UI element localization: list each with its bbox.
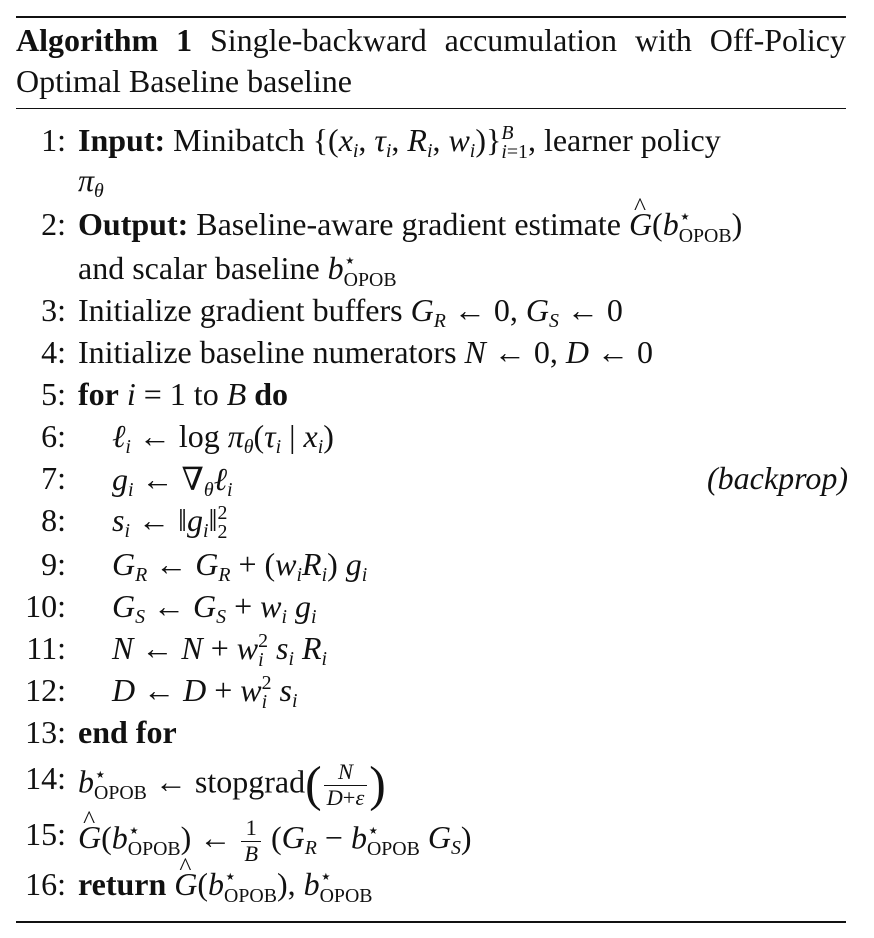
top-rule bbox=[16, 16, 846, 18]
opob-subscript: OPOB bbox=[343, 268, 397, 291]
line-content: D ← D + w 2 i $s_i$ bbox=[112, 672, 298, 713]
line-number: 3: bbox=[41, 292, 66, 328]
line-number: 4: bbox=[41, 334, 66, 370]
line-content: b ⋆ OPOB ← stopgrad( $\frac{N}{D+\varepsilon}$ ) bbox=[78, 756, 386, 812]
and-scalar-baseline: and scalar baseline bbox=[78, 250, 320, 286]
algorithm-title: Single-backward accumulation with Off-Policy Optimal Baseline baseline bbox=[16, 22, 847, 99]
line-number: 8: bbox=[41, 502, 66, 538]
line-number: 11: bbox=[26, 630, 66, 666]
line-number: 16: bbox=[25, 866, 66, 902]
line-number: 12: bbox=[25, 672, 66, 708]
line-number: 10: bbox=[25, 588, 66, 624]
algorithm-line-7 bbox=[0, 460, 874, 502]
learner-policy-label: learner policy bbox=[543, 122, 721, 158]
opob-subscript: OPOB bbox=[366, 838, 420, 861]
line-number: 7: bbox=[41, 460, 66, 496]
opob-subscript: OPOB bbox=[94, 782, 147, 805]
algorithm-line-1 bbox=[0, 122, 874, 164]
line-content: Initialize baseline numerators N ← 0, D ← 0 bbox=[78, 334, 653, 370]
line-number: 1: bbox=[41, 122, 66, 158]
line-number: 6: bbox=[41, 418, 66, 454]
line-number: 5: bbox=[41, 376, 66, 412]
line-content: ℓ$_i$ ← $\log \pi_\theta(\tau_i$ | $x_i$) bbox=[112, 418, 334, 458]
line-content bbox=[78, 714, 177, 751]
algorithm-line-8 bbox=[0, 502, 874, 544]
line-number: 14: bbox=[25, 760, 66, 796]
algorithm-line-2 bbox=[0, 206, 874, 248]
line-number: 2: bbox=[41, 206, 66, 242]
opob-subscript: OPOB bbox=[127, 838, 181, 861]
keyword-do: do bbox=[254, 376, 289, 412]
line-content: Input: Minibatch {($x_i$, $\tau_i$, $R_i$, $w_i$)} B i=1 , learner policy bbox=[78, 122, 721, 163]
init-gradient-label: Initialize gradient buffers bbox=[78, 292, 403, 328]
algorithm-line-11 bbox=[0, 630, 874, 672]
algorithm-line-9 bbox=[0, 546, 874, 588]
backprop-comment: (backprop) bbox=[707, 460, 848, 496]
keyword-input: Input: bbox=[78, 122, 166, 158]
line-content: $G_R$ ← $G_R + (w_iR_i)$ $g_i$ bbox=[112, 546, 368, 586]
line-content: Initialize gradient buffers $G_R$ ← 0, $G_S$ ← 0 bbox=[78, 292, 623, 332]
opob-subscript: OPOB bbox=[224, 884, 277, 907]
line-number: 15: bbox=[25, 816, 66, 852]
line-content: $g_i$ ← $\nabla_\theta\ell_i$ bbox=[112, 461, 233, 501]
algorithm-line-3 bbox=[0, 292, 874, 334]
line-content: for i = 1 to B do bbox=[78, 376, 289, 412]
algorithm-line-1-wrap bbox=[0, 162, 874, 204]
algorithm-line-10 bbox=[0, 588, 874, 630]
output-description: Baseline-aware gradient estimate bbox=[196, 206, 621, 242]
line-content: return ^ G(b ⋆ OPOB ), b ⋆ OPOB bbox=[78, 866, 373, 906]
opob-subscript: OPOB bbox=[319, 884, 373, 907]
opob-subscript: OPOB bbox=[678, 224, 732, 247]
algorithm-line-12 bbox=[0, 672, 874, 714]
caption-rule bbox=[16, 108, 846, 109]
line-number: 13: bbox=[25, 714, 66, 750]
line-content: N ← N + w 2 i $s_i$ $R_i$ bbox=[112, 630, 328, 671]
keyword-output: Output: bbox=[78, 206, 189, 242]
algorithm-line-14 bbox=[0, 756, 874, 812]
algorithm-line-13 bbox=[0, 714, 874, 756]
line-content: Output: Baseline-aware gradient estimate ^ G(b ⋆ OPOB ) bbox=[78, 206, 742, 246]
init-baseline-label: Initialize baseline numerators bbox=[78, 334, 457, 370]
line-content: $s_i$ ← $‖g_i‖$ 2 2 bbox=[112, 502, 228, 543]
keyword-end-for: end for bbox=[78, 714, 177, 750]
algorithm-line-16 bbox=[0, 866, 874, 908]
log-word: log bbox=[178, 418, 220, 454]
line-content: $\pi_\theta$ bbox=[78, 162, 104, 202]
stopgrad-word: stopgrad bbox=[194, 763, 306, 800]
algorithm-line-4 bbox=[0, 334, 874, 376]
keyword-return: return bbox=[78, 866, 167, 902]
bottom-rule bbox=[16, 921, 846, 923]
algorithm-line-6 bbox=[0, 418, 874, 460]
algorithm-line-15 bbox=[0, 815, 874, 866]
algorithm-label: Algorithm 1 bbox=[16, 22, 193, 58]
to-word: to bbox=[193, 376, 219, 412]
keyword-for: for bbox=[78, 376, 119, 412]
line-content: ^ G(b ⋆ OPOB ) ← $\frac{1}{B}$ ($G_R - b$ ⋆ OPOB $G_S$) bbox=[78, 816, 472, 866]
algorithm-line-5 bbox=[0, 376, 874, 418]
algorithm-caption bbox=[16, 20, 846, 102]
line-number: 9: bbox=[41, 546, 66, 582]
line-content: $G_S$ ← $G_S + w_i$ $g_i$ bbox=[112, 588, 317, 628]
algorithm-line-2-wrap bbox=[0, 250, 874, 292]
minibatch-label: Minibatch bbox=[173, 122, 305, 158]
line-content: and scalar baseline b ⋆ OPOB bbox=[78, 250, 397, 291]
